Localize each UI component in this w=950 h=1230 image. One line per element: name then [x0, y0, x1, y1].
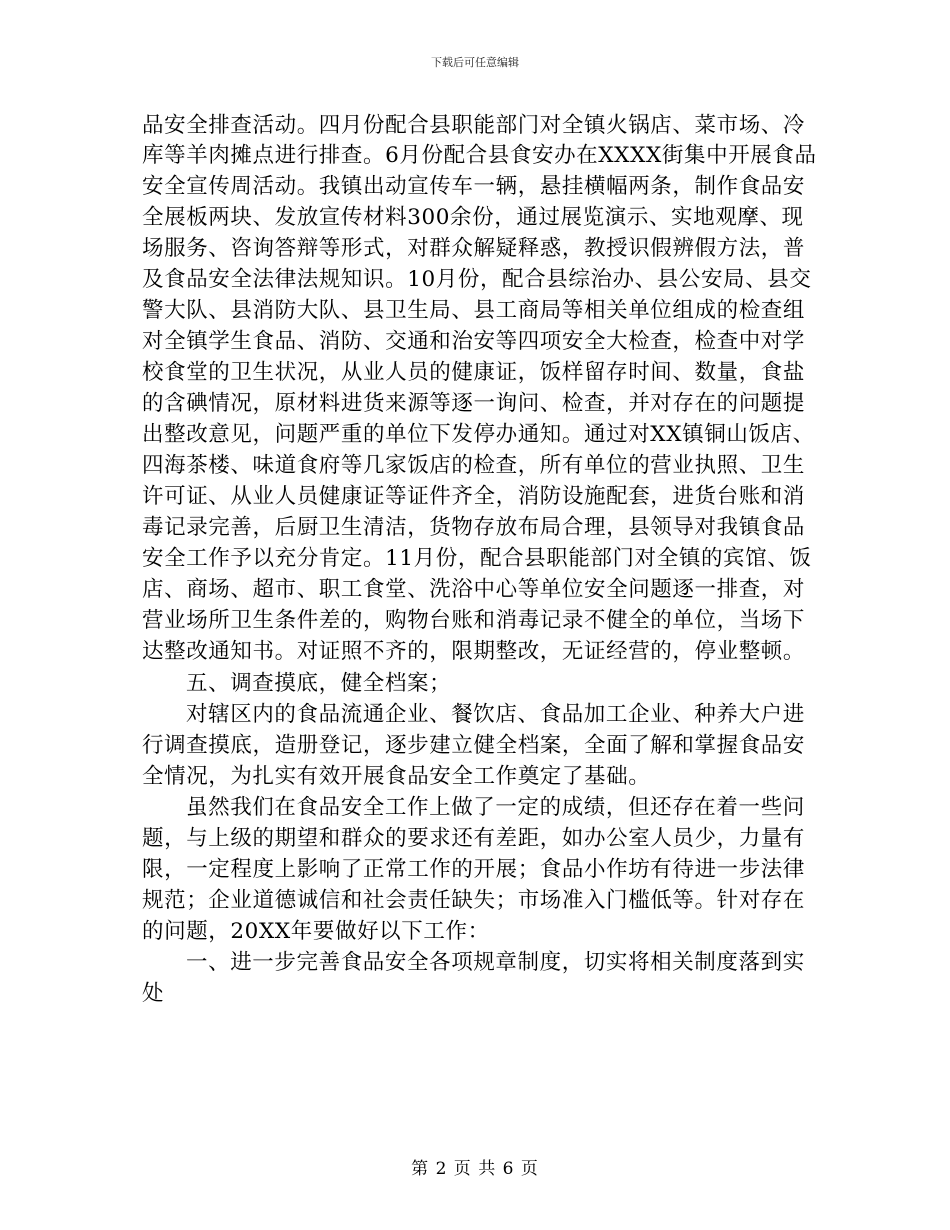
text-line: 及食品安全法律法规知识。10月份，配合县综治办、县公安局、县交	[142, 267, 812, 292]
page-number-footer: 第 2 页 共 6 页	[411, 1159, 539, 1179]
text-line: 限，一定程度上影响了正常工作的开展；食品小作坊有待进一步法律	[142, 857, 806, 882]
text-line: 许可证、从业人员健康证等证件齐全，消防设施配套，进货台账和消	[142, 484, 806, 509]
text-line: 全展板两块、发放宣传材料300余份，通过展览演示、实地观摩、现	[142, 205, 804, 230]
paragraph-start: 虽然我们在食品安全工作上做了一定的成绩，但还存在着一些问	[186, 795, 805, 820]
text-line: 全情况，为扎实有效开展食品安全工作奠定了基础。	[142, 764, 651, 789]
text-line: 规范；企业道德诚信和社会责任缺失；市场准入门槛低等。针对存在	[142, 888, 806, 913]
text-line: 的含碘情况，原材料进货来源等逐一询问、检查，并对存在的问题提	[142, 391, 806, 416]
text-line: 安全工作予以充分肯定。11月份，配合县职能部门对全镇的宾馆、饭	[142, 546, 812, 571]
text-line: 场服务、咨询答辩等形式，对群众解疑释惑，教授识假辨假方法，普	[142, 236, 806, 261]
text-line: 营业场所卫生条件差的，购物台账和消毒记录不健全的单位，当场下	[142, 608, 806, 633]
text-line: 达整改通知书。对证照不齐的，限期整改，无证经营的，停业整顿。	[142, 639, 806, 664]
text-line: 处	[142, 981, 165, 1006]
section-heading: 一、进一步完善食品安全各项规章制度，切实将相关制度落到实	[186, 950, 805, 975]
text-line: 的问题，20XX年要做好以下工作：	[142, 919, 490, 944]
paragraph-start: 对辖区内的食品流通企业、餐饮店、食品加工企业、种养大户进	[186, 702, 805, 727]
text-line: 校食堂的卫生状况，从业人员的健康证，饭样留存时间、数量，食盐	[142, 360, 806, 385]
text-line: 行调查摸底，造册登记，逐步建立健全档案，全面了解和掌握食品安	[142, 733, 806, 758]
text-line: 品安全排查活动。四月份配合县职能部门对全镇火锅店、菜市场、冷	[142, 113, 806, 138]
text-line: 毒记录完善，后厨卫生清洁，货物存放布局合理，县领导对我镇食品	[142, 515, 806, 540]
text-line: 出整改意见，问题严重的单位下发停办通知。通过对XX镇铜山饭店、	[142, 422, 815, 447]
text-line: 安全宣传周活动。我镇出动宣传车一辆，悬挂横幅两条，制作食品安	[142, 174, 806, 199]
text-line: 警大队、县消防大队、县卫生局、县工商局等相关单位组成的检查组	[142, 298, 806, 323]
text-line: 库等羊肉摊点进行排查。6月份配合县食安办在XXXX街集中开展食品	[142, 143, 817, 168]
section-heading: 五、调查摸底，健全档案；	[186, 671, 452, 696]
text-line: 对全镇学生食品、消防、交通和治安等四项安全大检查，检查中对学	[142, 329, 806, 354]
text-line: 店、商场、超市、职工食堂、洗浴中心等单位安全问题逐一排查，对	[142, 577, 806, 602]
text-line: 题，与上级的期望和群众的要求还有差距，如办公室人员少，力量有	[142, 826, 806, 851]
text-line: 四海茶楼、味道食府等几家饭店的检查，所有单位的营业执照、卫生	[142, 453, 806, 478]
page-header: 下载后可任意编辑	[431, 56, 519, 69]
